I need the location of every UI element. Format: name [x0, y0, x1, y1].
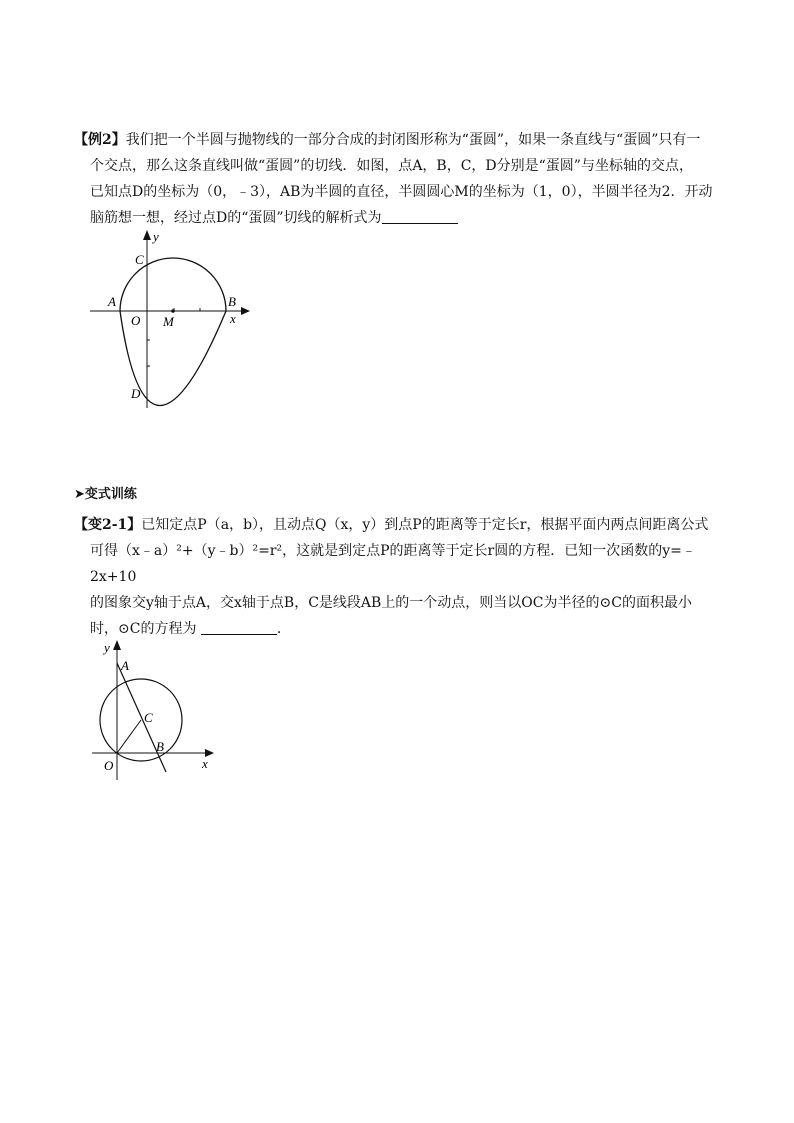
label-c: C: [135, 252, 144, 267]
section-title: 变式训练: [84, 487, 137, 502]
circle-line-figure: [88, 636, 223, 786]
label-x: x: [202, 756, 208, 771]
variant-line-3: 的图象交y轴于点A，交x轴于点B，C是线段AB上的一个动点，则当以OC为半径的⊙C的面积最小: [90, 595, 692, 611]
egg-circle-figure: [80, 222, 270, 412]
radius-oc: [117, 720, 141, 753]
center-m-point: [171, 309, 175, 313]
label-m: M: [163, 314, 174, 329]
answer-blank-1: [382, 209, 458, 224]
variant-line-4: 时，⊙C的方程为 ．: [90, 621, 291, 637]
answer-blank-2: [201, 620, 277, 635]
y-axis-arrow: [143, 230, 151, 240]
example-2-problem: [74, 127, 724, 231]
example-2-line-1: 【例2】我们把一个半圆与抛物线的一部分合成的封闭图形称为“蛋圆”，如果一条直线与“蛋圆”只有一: [74, 132, 701, 148]
variant-line-2: 可得（x﹣a）²+（y﹣b）²=r²，这就是到定点P的距离等于定长r圆的方程．已知一次函数的y=﹣2x+10: [90, 543, 696, 585]
label-a: A: [121, 658, 129, 673]
label-b: B: [156, 739, 164, 754]
arrow-icon: ➤: [74, 487, 85, 502]
y-axis-arrow: [113, 640, 121, 650]
example-2-line-2: 个交点，那么这条直线叫做“蛋圆”的切线．如图，点A，B，C，D分别是“蛋圆”与坐标轴的交点，: [90, 158, 693, 174]
label-a: A: [108, 294, 116, 309]
variant-line-1: 【变2-1】已知定点P（a，b），且动点Q（x，y）到点P的距离等于定长r，根据平面内两点间距离公式: [74, 517, 709, 533]
label-o: O: [131, 313, 141, 328]
section-variant-training: [74, 483, 137, 502]
x-axis-arrow: [241, 307, 250, 315]
variant-2-1-problem: [74, 512, 724, 642]
label-d: D: [131, 386, 141, 401]
example-2-line-4: 脑筋想一想，经过点D的“蛋圆”切线的解析式为: [74, 205, 724, 231]
example-2-tag: 【例2】: [74, 132, 126, 148]
label-o: O: [104, 758, 114, 773]
label-b: B: [228, 294, 236, 309]
variant-tag: 【变2-1】: [74, 517, 142, 533]
label-x: x: [230, 311, 236, 326]
label-c: C: [144, 710, 153, 725]
label-y: y: [153, 229, 159, 244]
example-2-line-3: 已知点D的坐标为（0，﹣3），AB为半圆的直径，半圆圆心M的坐标为（1，0），半圆半径为2．开动: [90, 184, 713, 200]
label-y: y: [104, 640, 110, 655]
